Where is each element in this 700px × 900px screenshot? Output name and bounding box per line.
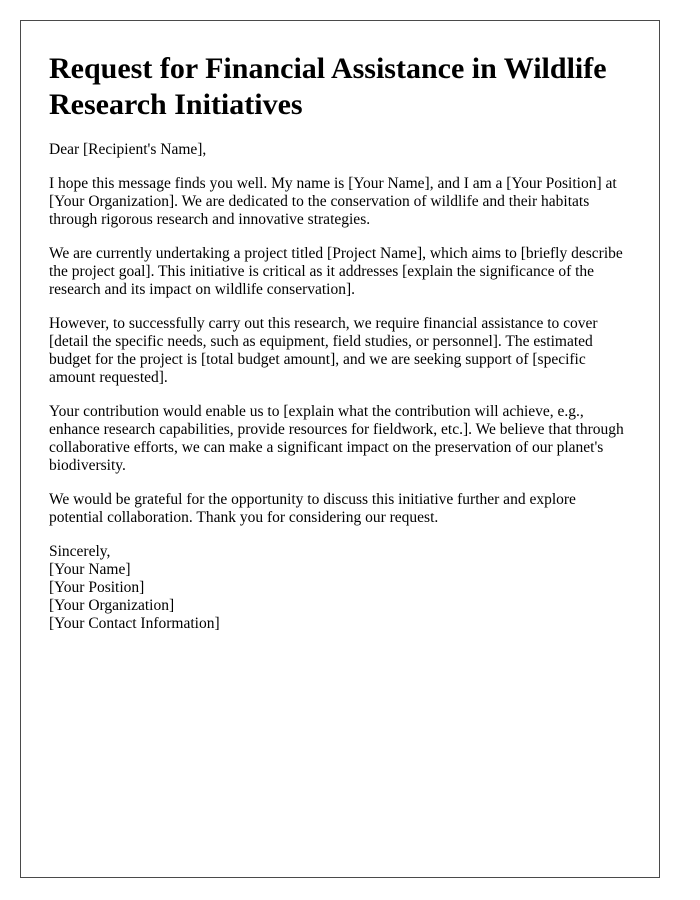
- paragraph-contribution: Your contribution would enable us to [explain what the contribution will achieve, e.g., enhance research capabilities, provide resources for fieldwork, etc.]. We believe that through collaborative efforts, we can make a significant impact on the preservation of our planet's biodiversity.: [49, 403, 624, 474]
- letter-content: [49, 51, 633, 633]
- valediction: Sincerely,: [49, 543, 111, 560]
- paragraph-closing-request: We would be grateful for the opportunity to discuss this initiative further and explore potential collaboration. Thank you for considering our request.: [49, 491, 576, 526]
- signer-contact: [Your Contact Information]: [49, 615, 220, 632]
- signer-name: [Your Name]: [49, 561, 131, 578]
- paragraph-funding-needs: However, to successfully carry out this research, we require financial assistance to cover [detail the specific needs, such as equipment, field studies, or personnel]. The estimated budget for the project is [total budget amount], and we are seeking support of [specific amount requested].: [49, 315, 598, 386]
- signer-position: [Your Position]: [49, 579, 145, 596]
- letter-title: Request for Financial Assistance in Wildlife Research Initiatives: [49, 52, 607, 121]
- signer-organization: [Your Organization]: [49, 597, 175, 614]
- paragraph-introduction: I hope this message finds you well. My name is [Your Name], and I am a [Your Position] at [Your Organization]. We are dedicated to the conservation of wildlife and their habitats through rigorous research and innovative strategies.: [49, 175, 617, 228]
- letter-page: [20, 20, 660, 878]
- paragraph-project: We are currently undertaking a project titled [Project Name], which aims to [briefly describe the project goal]. This initiative is critical as it addresses [explain the significance of the research and its impact on wildlife conservation].: [49, 245, 623, 298]
- signature-block: [49, 543, 633, 633]
- salutation: Dear [Recipient's Name],: [49, 141, 207, 158]
